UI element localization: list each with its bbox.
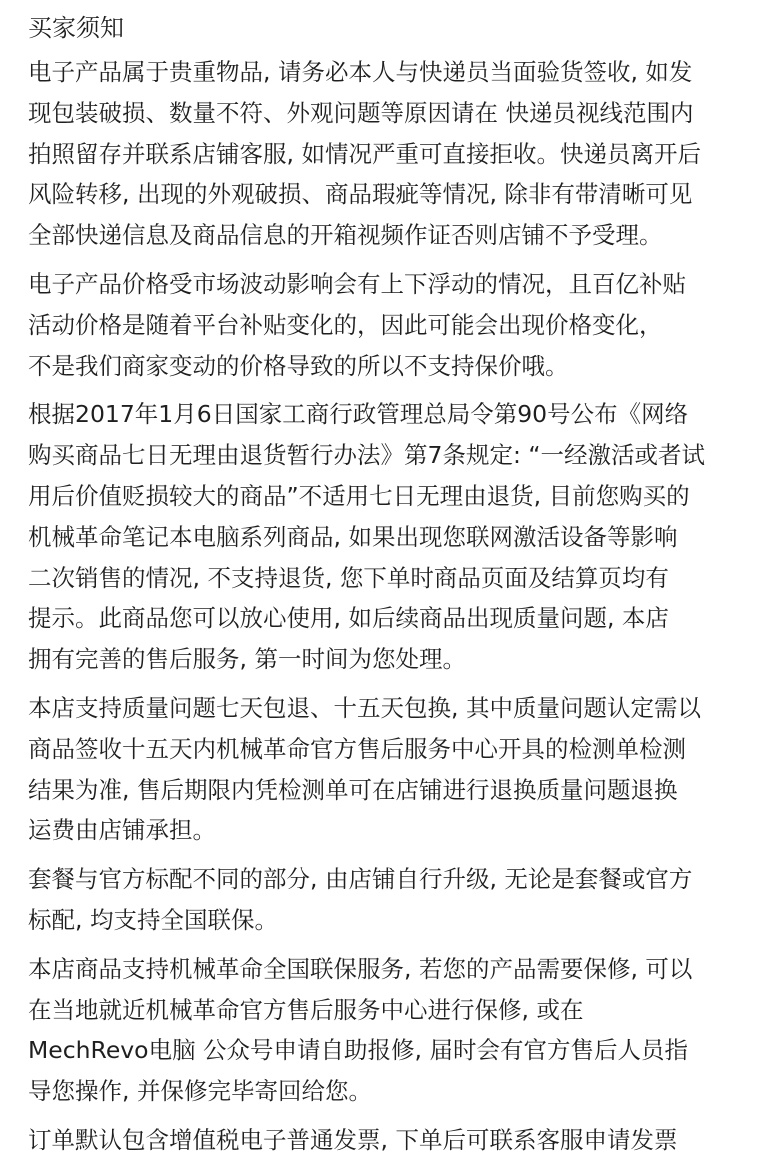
text-line: 电子产品属于贵重物品, 请务必本人与快递员当面验货签收, 如发 bbox=[28, 58, 693, 86]
text-line: 套餐与官方标配不同的部分, 由店铺自行升级, 无论是套餐或官方 bbox=[28, 865, 693, 894]
text-line: 用后价值贬损较大的商品”不适用七日无理由退货, 目前您购买的 bbox=[28, 481, 690, 510]
text-line: 订单默认包含增值税电子普通发票, 下单后可联系客服申请发票 bbox=[28, 1125, 678, 1154]
text-line: 本店商品支持机械革命全国联保服务, 若您的产品需要保修, 可以 bbox=[28, 954, 693, 983]
text-line: 导您操作, 并保修完毕寄回给您。 bbox=[28, 1077, 372, 1106]
paragraph-price-protection bbox=[28, 264, 754, 386]
text-line: 电子产品价格受市场波动影响会有上下浮动的情况，且百亿补贴 bbox=[28, 269, 686, 298]
text-line: 本店支持质量问题七天包退、十五天包换, 其中质量问题认定需以 bbox=[28, 693, 701, 722]
text-line: 拥有完善的售后服务, 第一时间为您处理。 bbox=[28, 645, 466, 674]
paragraph-invoice bbox=[28, 1120, 754, 1161]
text-line: 购买商品七日无理由退货暂行办法》第7条规定: “一经激活或者试 bbox=[28, 441, 706, 470]
paragraph-quality-guarantee bbox=[28, 688, 754, 851]
text-line: 拍照留存并联系店铺客服, 如情况严重可直接拒收。快递员离开后 bbox=[28, 139, 701, 168]
text-line: 根据2017年1月6日国家工商行政管理总局令第90号公布《网络 bbox=[28, 400, 689, 429]
text-line: 二次销售的情况, 不支持退货, 您下单时商品页面及结算页均有 bbox=[28, 563, 669, 592]
buyer-notice-document bbox=[28, 10, 754, 1169]
text-line: 活动价格是随着平台补贴变化的，因此可能会出现价格变化， bbox=[28, 310, 663, 339]
text-line: 提示。此商品您可以放心使用, 如后续商品出现质量问题, 本店 bbox=[28, 604, 669, 633]
text-line: 不是我们商家变动的价格导致的所以不支持保价哦。 bbox=[28, 351, 569, 380]
text-line: 标配, 均支持全国联保。 bbox=[28, 905, 278, 934]
text-line: 风险转移, 出现的外观破损、商品瑕疵等情况, 除非有带清晰可见 bbox=[28, 180, 693, 209]
page-title: 买家须知 bbox=[28, 14, 124, 42]
text-line: 在当地就近机械革命官方售后服务中心进行保修, 或在 bbox=[28, 995, 584, 1024]
text-line: 结果为准, 售后期限内凭检测单可在店铺进行退换质量问题退换 bbox=[28, 775, 678, 804]
text-line: MechRevo电脑 公众号申请自助报修, 届时会有官方售后人员指 bbox=[28, 1036, 688, 1065]
paragraph-package-upgrade bbox=[28, 859, 754, 941]
text-line: 全部快递信息及商品信息的开箱视频作证否则店铺不予受理。 bbox=[28, 221, 663, 250]
text-line: 运费由店铺承担。 bbox=[28, 816, 216, 845]
paragraph-return-policy bbox=[28, 394, 754, 680]
text-line: 机械革命笔记本电脑系列商品, 如果出现您联网激活设备等影响 bbox=[28, 522, 678, 551]
paragraph-inspection bbox=[28, 52, 754, 256]
text-line: 商品签收十五天内机械革命官方售后服务中心开具的检测单检测 bbox=[28, 734, 686, 763]
text-line: 现包装破损、数量不符、外观问题等原因请在 快递员视线范围内 bbox=[28, 98, 694, 127]
paragraph-warranty-service bbox=[28, 949, 754, 1112]
